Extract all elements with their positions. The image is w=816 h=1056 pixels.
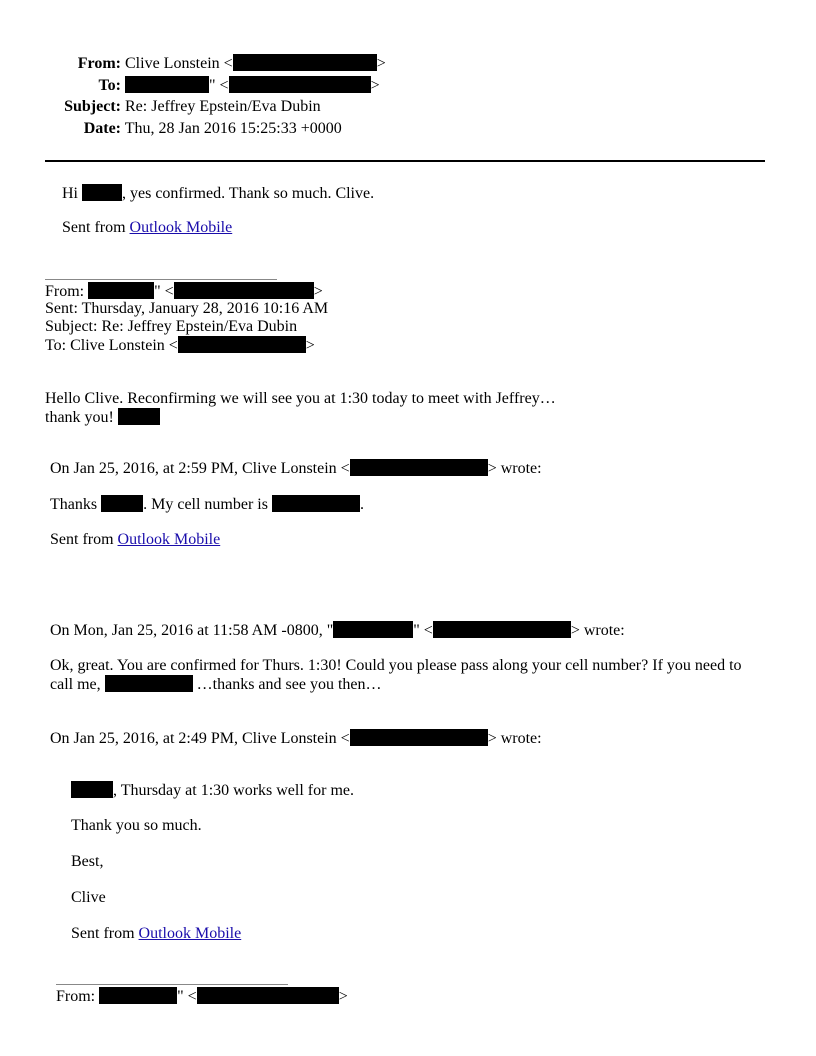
- quote3-line-3: Best,: [71, 853, 104, 870]
- quote3-header: [50, 729, 542, 748]
- redaction: [101, 495, 143, 512]
- quote2-mid: " <: [413, 622, 433, 639]
- header-date-value: Thu, 28 Jan 2016 15:25:33 +0000: [124, 120, 342, 137]
- quote3-signature: [71, 925, 241, 943]
- reply-greeting: Hi: [62, 185, 78, 202]
- message-line-1: Hello Clive. Reconfirming we will see you at 1:30 today to meet with Jeffrey…: [45, 390, 556, 407]
- reply-text: , yes confirmed. Thank so much. Clive.: [122, 185, 375, 202]
- quoted-from-row: [45, 282, 323, 301]
- outlook-mobile-link[interactable]: Outlook Mobile: [129, 219, 233, 236]
- quote2-wrote: > wrote:: [570, 622, 625, 639]
- footer-sep: " <: [177, 988, 197, 1005]
- redaction: [88, 282, 154, 299]
- header-divider: [45, 160, 765, 162]
- redaction: [229, 76, 371, 93]
- footer-from-label: From:: [56, 988, 96, 1005]
- header-from-row: [0, 54, 386, 73]
- header-to-sep: " <: [209, 77, 229, 94]
- quote2-call: call me,: [50, 676, 101, 693]
- quote1-header: [50, 459, 542, 478]
- redaction: [118, 408, 160, 425]
- outlook-mobile-link[interactable]: Outlook Mobile: [138, 925, 242, 942]
- quote2-header-text: On Mon, Jan 25, 2016 at 11:58 AM -0800, ": [50, 622, 334, 639]
- footer-from-row: [56, 987, 348, 1006]
- quoted-to-close: >: [305, 337, 315, 354]
- quote2-body-1: Ok, great. You are confirmed for Thurs. 1:30! Could you please pass along your cell number? If you need to: [50, 657, 742, 674]
- quote1-signature: [50, 531, 220, 549]
- quote1-cell-text: . My cell number is: [143, 496, 268, 513]
- quoted-to-label: To: Clive Lonstein <: [45, 337, 178, 354]
- quote-separator: [45, 279, 277, 280]
- redaction: [178, 336, 306, 353]
- header-from-name: Clive Lonstein <: [125, 55, 233, 72]
- quote3-wrote: > wrote:: [487, 730, 542, 747]
- outlook-mobile-link[interactable]: Outlook Mobile: [117, 531, 221, 548]
- quote3-line-2: Thank you so much.: [71, 817, 202, 834]
- quote1-period: .: [359, 496, 364, 513]
- redaction: [333, 621, 413, 638]
- message-thanks: thank you!: [45, 409, 114, 426]
- footer-close: >: [338, 988, 348, 1005]
- redaction: [272, 495, 360, 512]
- quoted-from-label: From:: [45, 283, 85, 300]
- header-date-row: [0, 120, 342, 138]
- sent-from-text: Sent from: [71, 925, 139, 942]
- reply-signature: [62, 219, 232, 237]
- quote1-wrote: > wrote:: [487, 460, 542, 477]
- header-subject-label: Subject:: [64, 98, 121, 115]
- quoted-sent: Sent: Thursday, January 28, 2016 10:16 AM: [45, 300, 329, 317]
- redaction: [350, 729, 488, 746]
- quote1-header-text: On Jan 25, 2016, at 2:59 PM, Clive Lonstein <: [50, 460, 350, 477]
- redaction: [82, 184, 122, 201]
- quote2-body-2: [50, 675, 382, 694]
- header-from-label: From:: [77, 55, 121, 72]
- header-from-close: >: [376, 55, 386, 72]
- redaction: [105, 675, 193, 692]
- quote1-body: [50, 495, 364, 514]
- quote3-line-1: [71, 781, 354, 800]
- quote1-thanks: Thanks: [50, 496, 98, 513]
- header-date-label: Date:: [83, 120, 121, 137]
- header-subject-row: [0, 98, 321, 116]
- header-subject-value: Re: Jeffrey Epstein/Eva Dubin: [125, 98, 321, 115]
- quoted-to-row: [45, 336, 315, 355]
- quoted-subject: Subject: Re: Jeffrey Epstein/Eva Dubin: [45, 318, 298, 335]
- quote3-header-text: On Jan 25, 2016, at 2:49 PM, Clive Lonstein <: [50, 730, 350, 747]
- reply-body: [62, 184, 374, 203]
- redaction: [99, 987, 177, 1004]
- message-line-2: [45, 408, 160, 427]
- redaction: [197, 987, 339, 1004]
- quote3-line-1-text: , Thursday at 1:30 works well for me.: [113, 782, 354, 799]
- quote-separator: [56, 984, 288, 985]
- header-to-label: To:: [98, 77, 121, 94]
- header-to-close: >: [370, 77, 380, 94]
- redaction: [233, 54, 377, 71]
- header-to-row: [0, 76, 380, 95]
- quoted-from-sep: " <: [154, 283, 174, 300]
- sent-from-text: Sent from: [50, 531, 118, 548]
- quoted-from-close: >: [313, 283, 323, 300]
- sent-from-text: Sent from: [62, 219, 130, 236]
- redaction: [71, 781, 113, 798]
- redaction: [125, 76, 209, 93]
- quote3-line-4: Clive: [71, 889, 106, 906]
- quote2-closing: …thanks and see you then…: [196, 676, 382, 693]
- redaction: [350, 459, 488, 476]
- redaction: [174, 282, 314, 299]
- redaction: [433, 621, 571, 638]
- quote2-header: [50, 621, 625, 640]
